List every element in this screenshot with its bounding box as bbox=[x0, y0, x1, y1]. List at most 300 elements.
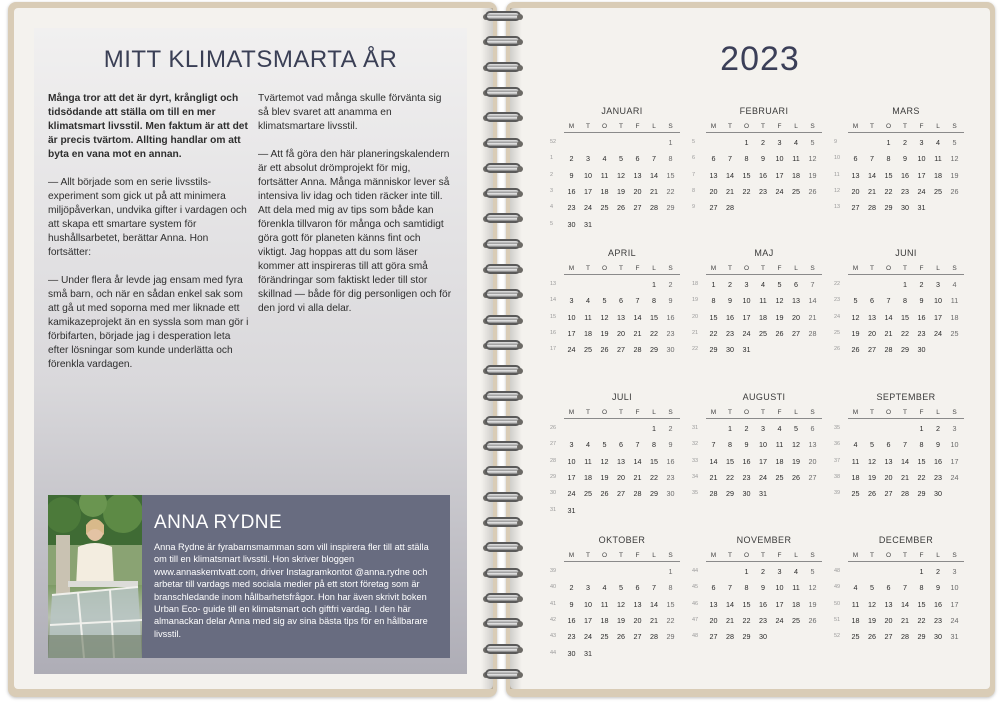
weekday-label: O bbox=[885, 409, 892, 416]
week-number: 49 bbox=[834, 584, 841, 591]
calendar-day: 19 bbox=[950, 170, 959, 180]
calendar-day: 9 bbox=[668, 296, 673, 306]
spiral-ring bbox=[481, 415, 525, 429]
calendar-day: 22 bbox=[666, 186, 675, 196]
week-number: 26 bbox=[550, 425, 557, 431]
calendar-day: 27 bbox=[633, 203, 642, 213]
calendar-day: 3 bbox=[952, 567, 957, 576]
week-number: 5 bbox=[550, 220, 554, 227]
weekday-label: M bbox=[568, 409, 575, 416]
spiral-ring bbox=[481, 668, 525, 682]
calendar-day: 9 bbox=[936, 583, 940, 593]
calendar-day: 30 bbox=[917, 345, 926, 355]
calendar-day: 9 bbox=[936, 440, 940, 450]
calendar-day: 29 bbox=[884, 203, 893, 213]
calendar-day: 27 bbox=[884, 632, 893, 642]
month-name: JUNI bbox=[895, 248, 917, 258]
calendar-day: 25 bbox=[934, 186, 942, 196]
calendar-day: 7 bbox=[652, 154, 656, 164]
week-number: 35 bbox=[692, 490, 699, 497]
spiral-ring bbox=[481, 617, 525, 631]
calendar-day: 12 bbox=[851, 312, 860, 322]
calendar-day: 12 bbox=[808, 154, 817, 164]
calendar-day: 7 bbox=[903, 440, 907, 450]
calendar-day: 21 bbox=[726, 615, 734, 625]
week-number: 16 bbox=[550, 329, 557, 336]
calendar-day: 16 bbox=[567, 615, 576, 625]
month-divider bbox=[564, 561, 680, 562]
calendar-day: 3 bbox=[777, 138, 782, 147]
calendar-day: 9 bbox=[668, 440, 673, 450]
weekday-label: M bbox=[710, 265, 717, 272]
weekday-label: F bbox=[635, 409, 640, 416]
calendar-day: 27 bbox=[709, 203, 718, 213]
calendar-day: 28 bbox=[650, 203, 658, 213]
calendar-day: 17 bbox=[567, 328, 576, 338]
calendar-day: 25 bbox=[775, 472, 784, 482]
calendar-day: 14 bbox=[633, 456, 642, 466]
calendar-day: 10 bbox=[759, 440, 767, 450]
calendar-day: 16 bbox=[742, 456, 751, 466]
calendar-day: 6 bbox=[711, 154, 716, 164]
calendar-day: 19 bbox=[868, 615, 876, 625]
article-paragraph: — Att få göra den här planeringskalendern är ett absolut drömprojekt för mig, fortsätter Anna. Många människor lever så intensiva liv idag och tiden räcker inte till. Att dela med mig av tips som både kan förenkla tillvaron för många och samtidigt göra gott för planeten känns fint och viktigt. Jag hoppas att du som läser kommer att inspireras till att göra små förändringar som faktiskt leder till stor skillnad — både för dig personligen och för den jord vi alla delar. bbox=[258, 149, 452, 314]
calendar-day: 11 bbox=[792, 154, 800, 164]
calendar-day: 14 bbox=[650, 170, 658, 180]
calendar-day: 1 bbox=[886, 138, 891, 147]
calendar-day: 18 bbox=[759, 312, 767, 322]
week-number: 29 bbox=[550, 473, 557, 480]
calendar-day: 17 bbox=[950, 599, 959, 609]
calendar-day: 13 bbox=[868, 312, 876, 322]
month-name: APRIL bbox=[607, 248, 636, 258]
calendar-day: 29 bbox=[917, 632, 926, 642]
weekday-label: F bbox=[777, 123, 782, 130]
calendar-day: 31 bbox=[584, 219, 592, 229]
calendar-day: 17 bbox=[934, 312, 942, 322]
week-number: 13 bbox=[550, 281, 557, 287]
calendar-day: 25 bbox=[600, 203, 609, 213]
week-number: 45 bbox=[692, 584, 699, 591]
calendar-day: 19 bbox=[808, 170, 817, 180]
month-divider bbox=[706, 418, 822, 419]
calendar-day: 28 bbox=[726, 203, 734, 213]
calendar-day: 6 bbox=[810, 424, 815, 433]
calendar-day: 25 bbox=[950, 328, 959, 338]
calendar-day: 8 bbox=[744, 154, 749, 164]
calendar-day: 27 bbox=[617, 489, 625, 499]
calendar-day: 14 bbox=[868, 170, 876, 180]
calendar-day: 21 bbox=[901, 472, 909, 482]
calendar-day: 1 bbox=[919, 567, 924, 576]
calendar-day: 21 bbox=[633, 328, 642, 338]
spiral-ring bbox=[481, 263, 525, 277]
week-number: 25 bbox=[834, 329, 841, 336]
calendar-day: 16 bbox=[759, 170, 767, 180]
week-number: 28 bbox=[550, 457, 557, 464]
calendar-day: 21 bbox=[650, 615, 658, 625]
calendar-day: 14 bbox=[901, 599, 909, 609]
weekday-label: L bbox=[652, 265, 656, 272]
calendar-day: 16 bbox=[666, 456, 675, 466]
calendar-day: 1 bbox=[711, 280, 716, 289]
calendar-day: 23 bbox=[759, 186, 767, 196]
weekday-label: O bbox=[885, 265, 892, 272]
calendar-day: 9 bbox=[761, 583, 765, 593]
calendar-day: 5 bbox=[619, 583, 623, 593]
week-number: 48 bbox=[692, 633, 699, 640]
week-number: 1 bbox=[550, 155, 554, 162]
spiral-ring bbox=[481, 35, 525, 49]
calendar-day: 26 bbox=[808, 186, 817, 196]
weekday-label: T bbox=[870, 552, 874, 559]
calendar-day: 26 bbox=[851, 345, 860, 355]
calendar-day: 29 bbox=[917, 489, 926, 499]
calendar-day: 11 bbox=[584, 312, 592, 322]
spiral-ring bbox=[481, 86, 525, 100]
author-bio-box bbox=[48, 495, 450, 658]
calendar-day: 23 bbox=[742, 472, 751, 482]
calendar-day: 13 bbox=[617, 312, 625, 322]
calendar-day: 25 bbox=[584, 489, 592, 499]
calendar-day: 24 bbox=[584, 203, 592, 213]
calendar-day: 30 bbox=[666, 489, 675, 499]
week-number: 42 bbox=[550, 616, 557, 623]
calendar-day: 21 bbox=[650, 186, 658, 196]
spiral-ring bbox=[481, 491, 525, 505]
calendar-day: 23 bbox=[726, 328, 734, 338]
calendar-day: 28 bbox=[884, 345, 893, 355]
week-number: 23 bbox=[834, 297, 841, 304]
calendar-day: 18 bbox=[851, 615, 860, 625]
weekday-label: T bbox=[619, 552, 623, 559]
week-number: 39 bbox=[834, 490, 841, 497]
calendar-day: 18 bbox=[600, 615, 609, 625]
week-number: 14 bbox=[550, 297, 557, 304]
weekday-label: S bbox=[952, 409, 957, 416]
calendar-day: 3 bbox=[936, 280, 940, 289]
calendar-day: 6 bbox=[635, 154, 640, 164]
calendar-day: 20 bbox=[884, 472, 893, 482]
spiral-ring bbox=[481, 314, 525, 328]
calendar-day: 2 bbox=[668, 280, 673, 289]
calendar-day: 15 bbox=[917, 599, 926, 609]
author-bio-text: Anna Rydne är fyrabarnsmamman som vill inspirera fler till att ställa om till en klimatsmart livsstil. Hon skriver bloggen www.annaskemtvatt.com, driver Instagramkontot @anna.rydne och arbetar till vardags med sociala medier på ett stort företag som är branschledande inom hållbarhetsfrågor. Hon har även skrivit boken Urban Eco- guide till en klimatsmart och giftfri vardag. I den här almanackan delar Anna med sig av sina bästa tips för en hållbarare livsstil. bbox=[154, 542, 429, 639]
calendar-day: 26 bbox=[792, 472, 800, 482]
weekday-label: F bbox=[777, 552, 782, 559]
calendar-day: 1 bbox=[668, 567, 673, 576]
author-photo bbox=[48, 495, 142, 658]
weekday-label: T bbox=[870, 265, 874, 272]
week-number: 15 bbox=[550, 313, 557, 320]
calendar-day: 30 bbox=[567, 648, 576, 658]
calendar-day: 21 bbox=[808, 312, 817, 322]
calendar-day: 1 bbox=[728, 424, 732, 433]
calendar-day: 18 bbox=[851, 472, 860, 482]
calendar-day: 5 bbox=[870, 583, 874, 593]
weekday-label: O bbox=[601, 123, 608, 130]
week-number: 34 bbox=[692, 473, 699, 480]
calendar-day: 31 bbox=[742, 345, 751, 355]
calendar-day: 15 bbox=[666, 599, 675, 609]
calendar-day: 28 bbox=[709, 489, 718, 499]
calendar-day: 4 bbox=[853, 583, 858, 593]
weekday-label: S bbox=[810, 552, 815, 559]
weekday-label: T bbox=[728, 265, 732, 272]
calendar-day: 2 bbox=[569, 583, 574, 593]
weekday-label: F bbox=[919, 409, 924, 416]
calendar-day: 20 bbox=[884, 615, 893, 625]
spiral-ring bbox=[481, 10, 525, 24]
article-paragraph: Tvärtemot vad många skulle förvänta sig så blev svaret att anamma en klimatsmartare livsstil. bbox=[258, 93, 442, 132]
week-number: 32 bbox=[692, 441, 699, 448]
calendar-day: 26 bbox=[617, 203, 625, 213]
calendar-day: 13 bbox=[709, 599, 718, 609]
weekday-label: T bbox=[870, 123, 874, 130]
calendar-day: 23 bbox=[901, 186, 909, 196]
calendar-day: 15 bbox=[726, 456, 734, 466]
calendar-day: 10 bbox=[584, 170, 592, 180]
calendar-day: 30 bbox=[934, 489, 942, 499]
calendar-day: 11 bbox=[792, 583, 800, 593]
calendar-day: 29 bbox=[726, 489, 734, 499]
weekday-label: T bbox=[761, 123, 765, 130]
spiral-ring bbox=[481, 440, 525, 454]
weekday-label: M bbox=[568, 552, 575, 559]
weekday-label: L bbox=[652, 409, 656, 416]
calendar-day: 26 bbox=[868, 489, 876, 499]
calendar-day: 23 bbox=[934, 615, 942, 625]
calendar-day: 22 bbox=[650, 472, 658, 482]
weekday-label: F bbox=[777, 265, 782, 272]
calendar-day: 24 bbox=[567, 345, 576, 355]
weekday-label: T bbox=[728, 552, 732, 559]
calendar-day: 16 bbox=[934, 456, 942, 466]
author-photo-illustration bbox=[48, 495, 142, 658]
weekday-label: F bbox=[919, 265, 924, 272]
weekday-label: T bbox=[903, 409, 907, 416]
week-number: 31 bbox=[692, 425, 699, 431]
weekday-label: T bbox=[870, 409, 874, 416]
spiral-ring bbox=[481, 541, 525, 555]
calendar-day: 22 bbox=[666, 615, 675, 625]
calendar-day: 2 bbox=[728, 280, 732, 289]
calendar-day: 29 bbox=[709, 345, 718, 355]
week-number: 38 bbox=[834, 473, 841, 480]
calendar-day: 2 bbox=[936, 567, 940, 576]
calendar-day: 10 bbox=[775, 583, 784, 593]
calendar-day: 16 bbox=[726, 312, 734, 322]
calendar-day: 24 bbox=[950, 615, 959, 625]
calendar-day: 3 bbox=[586, 154, 590, 164]
calendar-day: 22 bbox=[726, 472, 734, 482]
spiral-ring bbox=[481, 643, 525, 657]
calendar-day: 20 bbox=[868, 328, 876, 338]
calendar-day: 13 bbox=[633, 170, 642, 180]
calendar-day: 20 bbox=[808, 456, 817, 466]
month-divider bbox=[564, 132, 680, 133]
calendar-day: 3 bbox=[761, 424, 765, 433]
calendar-day: 22 bbox=[709, 328, 718, 338]
calendar-day: 3 bbox=[569, 440, 574, 450]
month-name: OKTOBER bbox=[598, 535, 646, 545]
calendar-day: 2 bbox=[569, 154, 574, 164]
calendar-day: 6 bbox=[619, 296, 623, 306]
weekday-label: S bbox=[668, 409, 673, 416]
calendar-day: 25 bbox=[584, 345, 592, 355]
calendar-day: 26 bbox=[617, 632, 625, 642]
calendar-day: 23 bbox=[666, 472, 675, 482]
weekday-label: T bbox=[761, 265, 765, 272]
calendar-day: 10 bbox=[584, 599, 592, 609]
calendar-day: 24 bbox=[742, 328, 751, 338]
calendar-day: 3 bbox=[569, 296, 574, 306]
week-number: 7 bbox=[692, 171, 696, 178]
calendar-day: 25 bbox=[792, 615, 800, 625]
calendar-day: 15 bbox=[742, 599, 751, 609]
calendar-day: 15 bbox=[666, 170, 675, 180]
calendar-day: 7 bbox=[711, 440, 716, 450]
calendar-day: 19 bbox=[868, 472, 876, 482]
spiral-ring bbox=[481, 288, 525, 302]
calendar-day: 31 bbox=[917, 203, 926, 213]
calendar-day: 20 bbox=[633, 186, 642, 196]
week-number: 31 bbox=[550, 506, 557, 513]
week-number: 12 bbox=[834, 187, 841, 194]
week-number: 47 bbox=[692, 616, 699, 623]
calendar-day: 18 bbox=[792, 599, 800, 609]
weekday-label: O bbox=[601, 409, 608, 416]
calendar-day: 15 bbox=[742, 170, 751, 180]
calendar-day: 1 bbox=[919, 424, 924, 433]
calendar-day: 10 bbox=[934, 296, 942, 306]
calendar-day: 4 bbox=[602, 154, 607, 164]
calendar-year: 2023 bbox=[720, 40, 800, 78]
calendar-day: 9 bbox=[761, 154, 765, 164]
calendar-day: 5 bbox=[619, 154, 623, 164]
calendar-day: 19 bbox=[851, 328, 860, 338]
week-number: 13 bbox=[834, 204, 841, 211]
calendar-day: 14 bbox=[901, 456, 909, 466]
week-number: 51 bbox=[834, 616, 841, 623]
calendar-day: 28 bbox=[650, 632, 658, 642]
calendar-day: 5 bbox=[777, 280, 782, 289]
calendar-day: 6 bbox=[886, 583, 891, 593]
calendar-day: 13 bbox=[851, 170, 860, 180]
calendar-day: 27 bbox=[884, 489, 893, 499]
spiral-ring bbox=[481, 465, 525, 479]
calendar-day: 22 bbox=[917, 615, 926, 625]
week-number: 18 bbox=[692, 281, 699, 287]
weekday-label: S bbox=[952, 265, 957, 272]
calendar-day: 12 bbox=[950, 154, 959, 164]
calendar-day: 8 bbox=[711, 296, 716, 306]
calendar-day: 18 bbox=[584, 472, 592, 482]
calendar-day: 11 bbox=[851, 456, 860, 466]
calendar-day: 29 bbox=[742, 632, 751, 642]
calendar-day: 4 bbox=[794, 138, 798, 147]
calendar-day: 22 bbox=[650, 328, 658, 338]
calendar-day: 6 bbox=[794, 280, 798, 289]
calendar-day: 24 bbox=[567, 489, 576, 499]
calendar-day: 24 bbox=[934, 328, 942, 338]
author-name: ANNA RYDNE bbox=[154, 512, 283, 533]
month-divider bbox=[848, 274, 964, 275]
calendar-day: 27 bbox=[617, 345, 625, 355]
calendar-day: 27 bbox=[633, 632, 642, 642]
week-number: 10 bbox=[834, 155, 841, 162]
calendar-day: 7 bbox=[652, 583, 656, 593]
calendar-day: 13 bbox=[617, 456, 625, 466]
calendar-day: 10 bbox=[950, 583, 959, 593]
week-number: 48 bbox=[834, 568, 841, 574]
spiral-ring bbox=[481, 364, 525, 378]
calendar-day: 25 bbox=[851, 632, 860, 642]
weekday-label: T bbox=[903, 552, 907, 559]
calendar-day: 13 bbox=[884, 456, 893, 466]
calendar-day: 24 bbox=[759, 472, 767, 482]
weekday-label: T bbox=[728, 123, 732, 130]
calendar-day: 22 bbox=[884, 186, 893, 196]
calendar-day: 24 bbox=[775, 186, 784, 196]
week-number: 8 bbox=[692, 187, 696, 194]
calendar-day: 1 bbox=[903, 280, 907, 289]
weekday-label: M bbox=[852, 123, 859, 130]
week-number: 46 bbox=[692, 600, 699, 607]
calendar-day: 27 bbox=[851, 203, 860, 213]
weekday-label: L bbox=[652, 552, 656, 559]
calendar-day: 24 bbox=[950, 472, 959, 482]
calendar-day: 9 bbox=[744, 440, 749, 450]
calendar-day: 27 bbox=[868, 345, 876, 355]
calendar-day: 15 bbox=[884, 170, 893, 180]
month-name: FEBRUARI bbox=[739, 106, 789, 116]
calendar-day: 2 bbox=[903, 138, 907, 147]
calendar-day: 21 bbox=[884, 328, 893, 338]
weekday-label: T bbox=[619, 409, 623, 416]
week-number: 44 bbox=[550, 649, 557, 656]
calendar-day: 30 bbox=[726, 345, 734, 355]
calendar-day: 29 bbox=[650, 345, 658, 355]
calendar-day: 8 bbox=[919, 440, 924, 450]
spiral-binding bbox=[481, 10, 525, 690]
weekday-label: O bbox=[885, 123, 892, 130]
calendar-day: 8 bbox=[668, 583, 673, 593]
weekday-label: O bbox=[743, 409, 750, 416]
week-number: 19 bbox=[692, 297, 699, 304]
calendar-day: 31 bbox=[567, 505, 576, 515]
calendar-day: 18 bbox=[775, 456, 784, 466]
calendar-day: 3 bbox=[586, 583, 590, 593]
weekday-label: F bbox=[635, 123, 640, 130]
week-number: 35 bbox=[834, 425, 841, 431]
calendar-day: 29 bbox=[666, 632, 675, 642]
weekday-label: F bbox=[777, 409, 782, 416]
calendar-day: 16 bbox=[666, 312, 675, 322]
calendar-day: 23 bbox=[666, 328, 675, 338]
weekday-label: T bbox=[586, 265, 590, 272]
weekday-label: T bbox=[903, 123, 907, 130]
calendar-day: 17 bbox=[917, 170, 926, 180]
calendar-day: 1 bbox=[668, 138, 673, 147]
calendar-day: 5 bbox=[602, 296, 607, 306]
calendar-day: 5 bbox=[810, 567, 815, 576]
calendar-day: 1 bbox=[744, 138, 749, 147]
calendar-day: 8 bbox=[744, 583, 749, 593]
calendar-day: 5 bbox=[810, 138, 815, 147]
calendar-day: 17 bbox=[567, 472, 576, 482]
calendar-day: 14 bbox=[726, 599, 734, 609]
